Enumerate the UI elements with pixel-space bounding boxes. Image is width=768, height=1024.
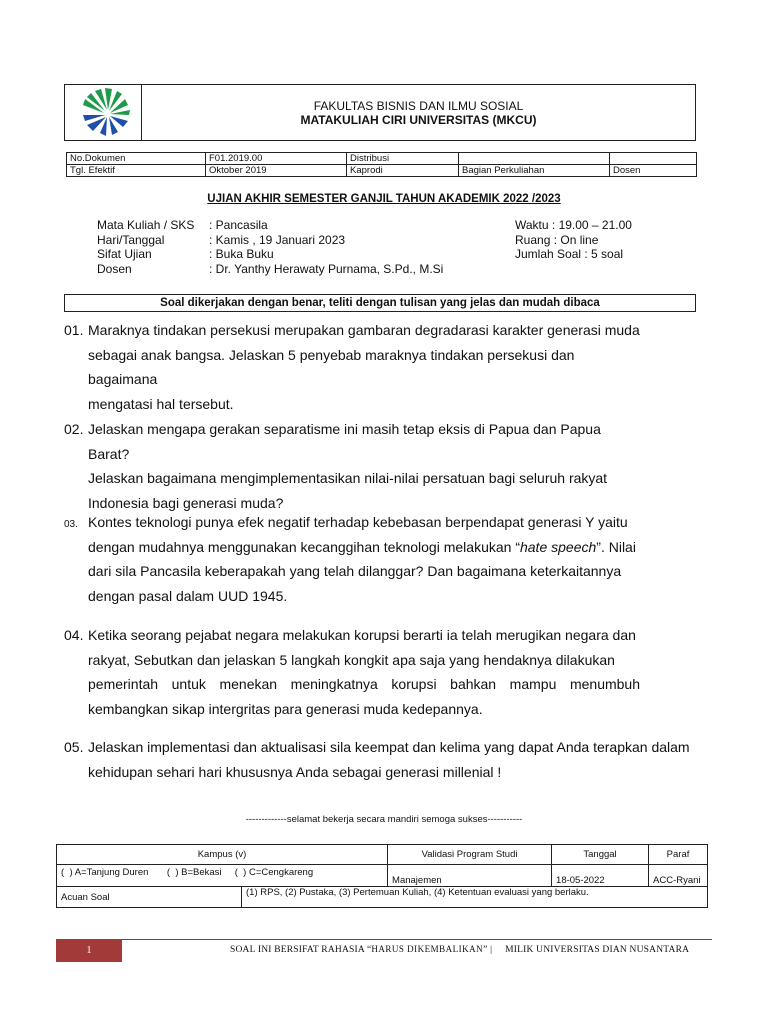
date-value: 18-05-2022 [552,865,649,887]
question-text [88,318,640,417]
question-line: dengan pasal dalam UUD 1945. [88,588,288,605]
info-row-lecturer [97,262,497,277]
info-label: Hari/Tanggal [97,232,165,247]
question-1 [64,318,640,417]
info-value: : Dr. Yanthy Herawaty Purnama, S.Pd., M.Si [209,261,444,276]
acuan-value: (1) RPS, (2) Pustaka, (3) Pertemuan Kuliah, (4) Ketentuan evaluasi yang berlaku. [242,887,708,908]
info-time: Waktu : 19.00 – 21.00 [515,218,632,232]
question-text [88,735,724,784]
question-number: 03. [64,519,78,530]
info-value: : Pancasila [209,218,268,232]
doc-number-value: F01.2019.00 [206,153,347,165]
question-line-part: dengan mudahnya menggunakan kecanggihan teknologi melakukan “ [88,538,520,555]
empty-cell [459,153,610,165]
kaprodi-label: Kaprodi [347,165,459,177]
exam-info-left [97,218,497,276]
info-question-count: Jumlah Soal : 5 soal [515,247,624,261]
closing-message: -------------selamat bekerja secara mandiri semoga sukses----------- [245,814,523,825]
question-line-italic: hate speech [519,538,597,555]
page-number: 1 [56,939,122,962]
validation-table [56,844,708,908]
footer-text [230,944,689,955]
table-row [57,865,708,887]
prodi-header: Validasi Program Studi [388,845,552,865]
footer-text-part: SOAL INI BERSIFAT RAHASIA “ [230,945,372,955]
info-row-exam-type [97,247,497,262]
campus-options: ( ) A=Tanjung Duren ( ) B=Bekasi ( ) C=Cengkareng [57,865,388,887]
document-header [64,84,696,141]
question-number: 04. [64,627,84,643]
university-logo [65,85,142,140]
question-line: kehidupan sehari hari khususnya Anda sebagai generasi millenial ! [88,763,502,780]
info-room: Ruang : On line [515,232,599,247]
question-line: Maraknya tindakan persekusi merupakan gambaran degradarasi karakter generasi muda [88,322,640,338]
exam-title: UJIAN AKHIR SEMESTER GANJIL TAHUN AKADEMIK 2022 /2023 [207,193,561,205]
question-line: pemerintah untuk menekan meningkatnya korupsi bahkan mampu menumbuh [88,676,640,693]
question-text [88,510,640,609]
footer-text-emphasis: HARUS DIKEMBALIKAN [371,944,484,954]
question-line: Jelaskan bagaimana mengimplementasikan nilai-nilai persatuan bagi seluruh rakyat [88,470,608,487]
question-number: 01. [64,322,84,338]
paraf-value: ACC-Ryani [649,865,708,887]
effective-date-value: Oktober 2019 [206,165,347,177]
question-line: kembangkan sikap intergritas para generasi muda kedepannya. [88,701,483,718]
prodi-value: Manajemen [388,865,552,887]
question-line: Jelaskan mengapa gerakan separatisme ini masih tetap eksis di Papua dan Papua Barat? [88,421,601,462]
question-line: rakyat, Sebutkan dan jelaskan 5 langkah kongkit apa saja yang hendaknya dilakukan [88,651,615,668]
info-label: Sifat Ujian [97,247,152,261]
question-text [88,623,640,722]
question-line: dari sila Pancasila keberapakah yang telah dilanggar? Dan bagaimana keterkaitannya [88,563,622,580]
question-3 [64,510,640,609]
campus-header: Kampus (v) [57,845,388,865]
date-header: Tanggal [552,845,649,865]
course-group-title: MATAKULIAH CIRI UNIVERSITAS (MKCU) [300,113,537,127]
acuan-label: Acuan Soal [57,887,242,908]
dosen-label: Dosen [610,165,697,177]
instruction-notice: Soal dikerjakan dengan benar, teliti dengan tulisan yang jelas dan mudah dibaca [64,294,696,312]
table-row [67,165,697,177]
info-value: : Buka Buku [209,247,274,261]
exam-info-right [515,218,695,262]
info-row-date [97,233,497,248]
question-2 [64,417,640,516]
question-text [88,417,640,516]
question-line-part: ”. Nilai [596,538,636,555]
info-value: : Kamis , 19 Januari 2023 [209,232,346,247]
question-line: Kontes teknologi punya efek negatif terhadap kebebasan berpendapat generasi Y yaitu [88,514,628,530]
question-line: Indonesia bagi generasi muda? [88,495,284,512]
table-row [67,153,697,165]
info-row-course [97,218,497,233]
bagian-perkuliahan-label: Bagian Perkuliahan [459,165,610,177]
doc-number-label: No.Dokumen [67,153,206,165]
info-label: Mata Kuliah / SKS [97,218,195,232]
info-label: Dosen [97,261,132,276]
question-line: Jelaskan implementasi dan aktualisasi sila keempat dan kelima yang dapat Anda terapkan dalam [88,739,690,755]
question-line: mengatasi hal tersebut. [88,396,234,413]
question-5 [64,735,724,784]
footer-text-part: ” | MILIK UNIVERSITAS DIAN NUSANTARA [483,945,690,955]
empty-cell [610,153,697,165]
question-line: Ketika seorang pejabat negara melakukan korupsi berarti ia telah merugikan negara dan [88,627,636,643]
question-line [88,535,640,560]
table-row [57,845,708,865]
question-line: sebagai anak bangsa. Jelaskan 5 penyebab maraknya tindakan persekusi dan bagaimana [88,346,575,388]
paraf-header: Paraf [649,845,708,865]
question-number: 05. [64,739,84,755]
university-logo-icon [65,85,141,140]
question-4 [64,623,640,722]
footer-divider [56,939,712,940]
document-info-table [66,152,697,177]
distribution-label: Distribusi [347,153,459,165]
faculty-name: FAKULTAS BISNIS DAN ILMU SOSIAL [313,99,524,113]
table-row [57,887,708,908]
question-number: 02. [64,421,84,437]
effective-date-label: Tgl. Efektif [67,165,206,177]
